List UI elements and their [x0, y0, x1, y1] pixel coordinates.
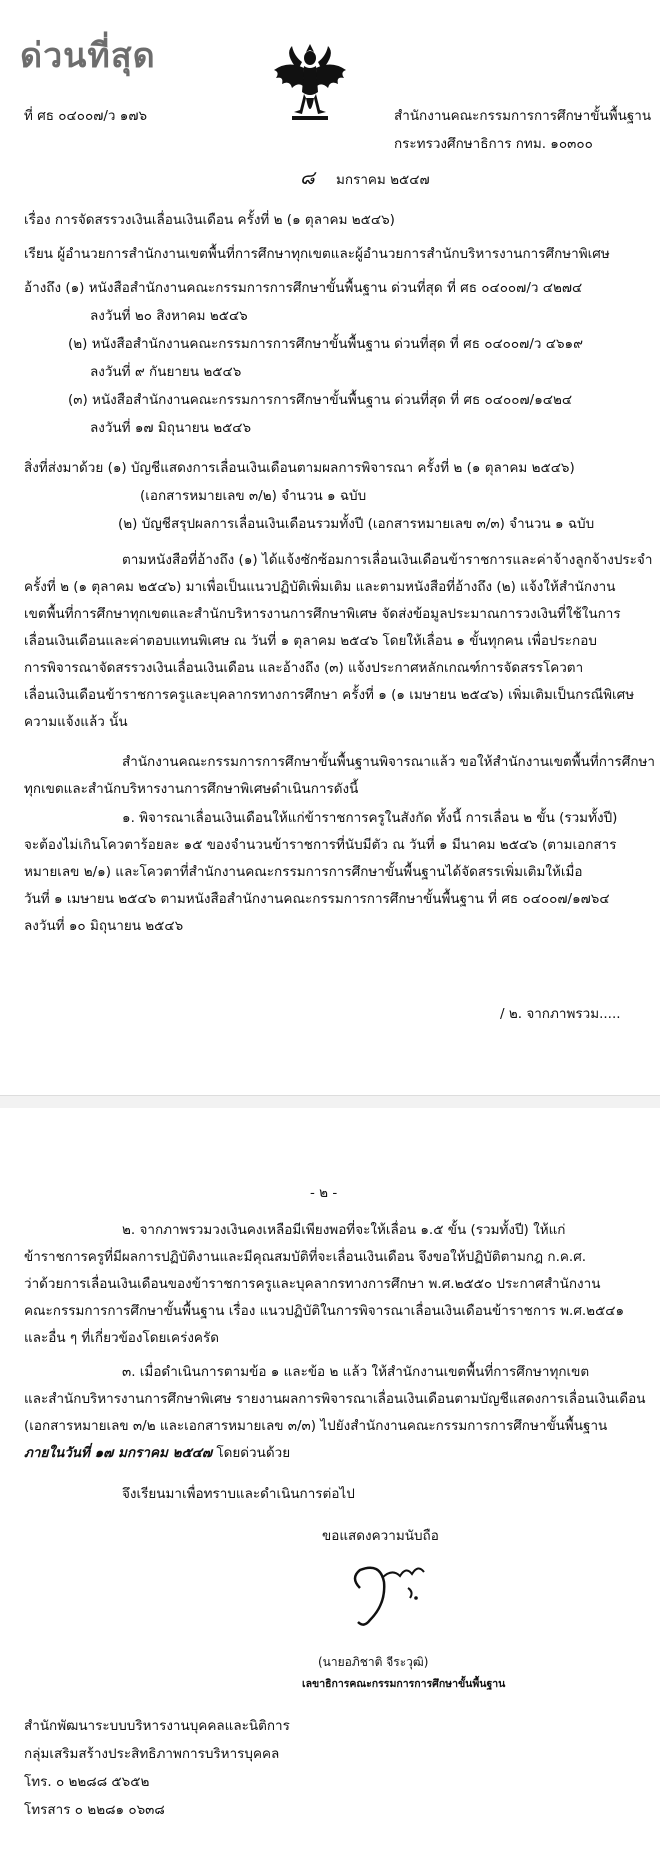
regards-line: ขอแสดงความนับถือ [322, 1528, 439, 1544]
document-date: มกราคม ๒๕๔๗ [336, 172, 430, 188]
paragraph-2-line: ทุกเขตและสำนักบริหารงานการศึกษาพิเศษดำเนินการดังนี้ [24, 781, 359, 797]
paragraph-5-line: (เอกสารหมายเลข ๓/๒ และเอกสารหมายเลข ๓/๓) ไปยังสำนักงานคณะกรรมการการศึกษาขั้นพื้นฐาน [24, 1418, 608, 1434]
paragraph-3-line: จะต้องไม่เกินโควตาร้อยละ ๑๕ ของจำนวนข้าราชการที่นับมีตัว ณ วันที่ ๑ มีนาคม ๒๕๔๖ (ตามเอกสาร [24, 837, 617, 853]
paragraph-1-line: เขตพื้นที่การศึกษาทุกเขตและสำนักบริหารงานการศึกษาพิเศษ จัดส่งข้อมูลประมาณการวงเงินที่ใช้ในการ [24, 606, 621, 622]
fax: โทรสาร ๐ ๒๒๘๑ ๐๖๓๘ [24, 1802, 165, 1818]
paragraph-3-line: หมายเลข ๒/๑) และโควตาที่สำนักงานคณะกรรมการการศึกษาขั้นพื้นฐานได้จัดสรรเพิ่มเติมให้เมื่อ [24, 864, 583, 880]
reference-2-date: ลงวันที่ ๙ กันยายน ๒๕๔๖ [90, 364, 242, 380]
paragraph-1-line: ครั้งที่ ๒ (๑ ตุลาคม ๒๕๔๖) มาเพื่อเป็นแนวปฏิบัติเพิ่มเติม และตามหนังสือที่อ้างถึง (๒) แจ้งให้สำนักงาน [24, 579, 616, 595]
document-page-2 [0, 1108, 660, 1850]
deadline-emphasis: ภายในวันที่ ๑๗ มกราคม ๒๕๔๗ [24, 1445, 213, 1461]
garuda-emblem-icon [270, 40, 350, 128]
paragraph-3-line: วันที่ ๑ เมษายน ๒๕๔๖ ตามหนังสือสำนักงานคณะกรรมการการศึกษาขั้นพื้นฐาน ที่ ศธ ๐๔๐๐๗/๑๗๖๔ [24, 891, 610, 907]
document-number: ที่ ศธ ๐๔๐๐๗/ว ๑๗๖ [24, 108, 148, 124]
agency-address: กระทรวงศึกษาธิการ กทม. ๑๐๓๐๐ [394, 136, 593, 152]
paragraph-1-line: เลื่อนเงินเดือนและค่าตอบแทนพิเศษ ณ วันที่ ๑ ตุลาคม ๒๕๔๖ โดยให้เลื่อน ๑ ขั้นทุกคน เพื่อประกอบ [24, 633, 597, 649]
signer-name: (นายอภิชาติ จีระวุฒิ) [318, 1655, 429, 1669]
agency-name: สำนักงานคณะกรรมการการศึกษาขั้นพื้นฐาน [394, 108, 652, 124]
signature-icon [320, 1548, 460, 1638]
signer-title: เลขาธิการคณะกรรมการการศึกษาขั้นพื้นฐาน [302, 1678, 506, 1690]
continued-marker: / ๒. จากภาพรวม..... [500, 1006, 621, 1022]
page-number: - ๒ - [310, 1185, 338, 1201]
paragraph-1-line: เลื่อนเงินเดือนข้าราชการครูและบุคลากรทางการศึกษา ครั้งที่ ๑ (๑ เมษายน ๒๕๔๖) เพิ่มเติมเป็นกรณีพิเศษ [24, 687, 635, 703]
enclosure-1: สิ่งที่ส่งมาด้วย (๑) บัญชีแสดงการเลื่อนเงินเดือนตามผลการพิจารณา ครั้งที่ ๒ (๑ ตุลาคม ๒๕๔๖) [24, 460, 575, 476]
telephone: โทร. ๐ ๒๒๘๘ ๕๖๕๒ [24, 1774, 150, 1790]
paragraph-4-line: คณะกรรมการการศึกษาขั้นพื้นฐาน เรื่อง แนวปฏิบัติในการพิจารณาเลื่อนเงินเดือนข้าราชการ พ.ศ.๒๕๔๑ [24, 1303, 625, 1319]
paragraph-4-line: และอื่น ๆ ที่เกี่ยวข้องโดยเคร่งครัด [24, 1330, 219, 1346]
reference-1: อ้างถึง (๑) หนังสือสำนักงานคณะกรรมการการศึกษาขั้นพื้นฐาน ด่วนที่สุด ที่ ศธ ๐๔๐๐๗/ว ๔๒๗๔ [24, 280, 583, 296]
closing-line: จึงเรียนมาเพื่อทราบและดำเนินการต่อไป [122, 1486, 355, 1502]
paragraph-5-line: และสำนักบริหารงานการศึกษาพิเศษ รายงานผลการพิจารณาเลื่อนเงินเดือนตามบัญชีแสดงการเลื่อนเงินเดือน [24, 1391, 646, 1407]
paragraph-1-line: การพิจารณาจัดสรรวงเงินเลื่อนเงินเดือน และอ้างถึง (๓) แจ้งประกาศหลักเกณฑ์การจัดสรรโควตา [24, 660, 584, 676]
paragraph-3-line: ๑. พิจารณาเลื่อนเงินเดือนให้แก่ข้าราชการครูในสังกัด ทั้งนี้ การเลื่อน ๒ ขั้น (รวมทั้งปี) [122, 810, 618, 826]
paragraph-1-line: ความแจ้งแล้ว นั้น [24, 714, 128, 730]
paragraph-3-line: ลงวันที่ ๑๐ มิถุนายน ๒๕๔๖ [24, 918, 184, 934]
date-day: ๘ [300, 167, 315, 189]
urgent-stamp: ด่วนที่สุด [20, 36, 156, 76]
reference-3-date: ลงวันที่ ๑๗ มิถุนายน ๒๕๔๖ [90, 420, 252, 436]
office-group: กลุ่มเสริมสร้างประสิทธิภาพการบริหารบุคคล [24, 1746, 280, 1762]
reference-2: (๒) หนังสือสำนักงานคณะกรรมการการศึกษาขั้นพื้นฐาน ด่วนที่สุด ที่ ศธ ๐๔๐๐๗/ว ๔๖๑๙ [68, 336, 583, 352]
deadline-suffix: โดยด่วนด้วย [212, 1445, 291, 1461]
paragraph-4-line: ว่าด้วยการเลื่อนเงินเดือนของข้าราชการครูและบุคลากรทางการศึกษา พ.ศ.๒๕๕๐ ประกาศสำนักงาน [24, 1276, 601, 1292]
subject-line: เรื่อง การจัดสรรวงเงินเลื่อนเงินเดือน ครั้งที่ ๒ (๑ ตุลาคม ๒๕๔๖) [24, 212, 395, 228]
reference-3: (๓) หนังสือสำนักงานคณะกรรมการการศึกษาขั้นพื้นฐาน ด่วนที่สุด ที่ ศธ ๐๔๐๐๗/๑๔๒๔ [68, 392, 573, 408]
paragraph-5-line: ๓. เมื่อดำเนินการตามข้อ ๑ และข้อ ๒ แล้ว ให้สำนักงานเขตพื้นที่การศึกษาทุกเขต [122, 1364, 590, 1380]
paragraph-2-line: สำนักงานคณะกรรมการการศึกษาขั้นพื้นฐานพิจารณาแล้ว ขอให้สำนักงานเขตพื้นที่การศึกษา [122, 754, 655, 770]
enclosure-2: (๒) บัญชีสรุปผลการเลื่อนเงินเดือนรวมทั้งปี (เอกสารหมายเลข ๓/๓) จำนวน ๑ ฉบับ [118, 516, 595, 532]
paragraph-4-line: ๒. จากภาพรวมวงเงินคงเหลือมีเพียงพอที่จะให้เลื่อน ๑.๕ ขั้น (รวมทั้งปี) ให้แก่ [122, 1222, 566, 1238]
office-name: สำนักพัฒนาระบบบริหารงานบุคคลและนิติการ [24, 1718, 290, 1734]
recipient-line: เรียน ผู้อำนวยการสำนักงานเขตพื้นที่การศึกษาทุกเขตและผู้อำนวยการสำนักบริหารงานการศึกษาพิเศษ [24, 246, 610, 262]
enclosure-1-detail: (เอกสารหมายเลข ๓/๒) จำนวน ๑ ฉบับ [140, 488, 367, 504]
reference-1-date: ลงวันที่ ๒๐ สิงหาคม ๒๕๔๖ [90, 308, 248, 324]
paragraph-4-line: ข้าราชการครูที่มีผลการปฏิบัติงานและมีคุณสมบัติที่จะเลื่อนเงินเดือน จึงขอให้ปฏิบัติตามกฎ ก.ค.ศ. [24, 1249, 587, 1265]
deadline-line [24, 1443, 290, 1463]
paragraph-1-line: ตามหนังสือที่อ้างถึง (๑) ได้แจ้งซักซ้อมการเลื่อนเงินเดือนข้าราชการและค่าจ้างลูกจ้างประจำ [122, 552, 653, 568]
